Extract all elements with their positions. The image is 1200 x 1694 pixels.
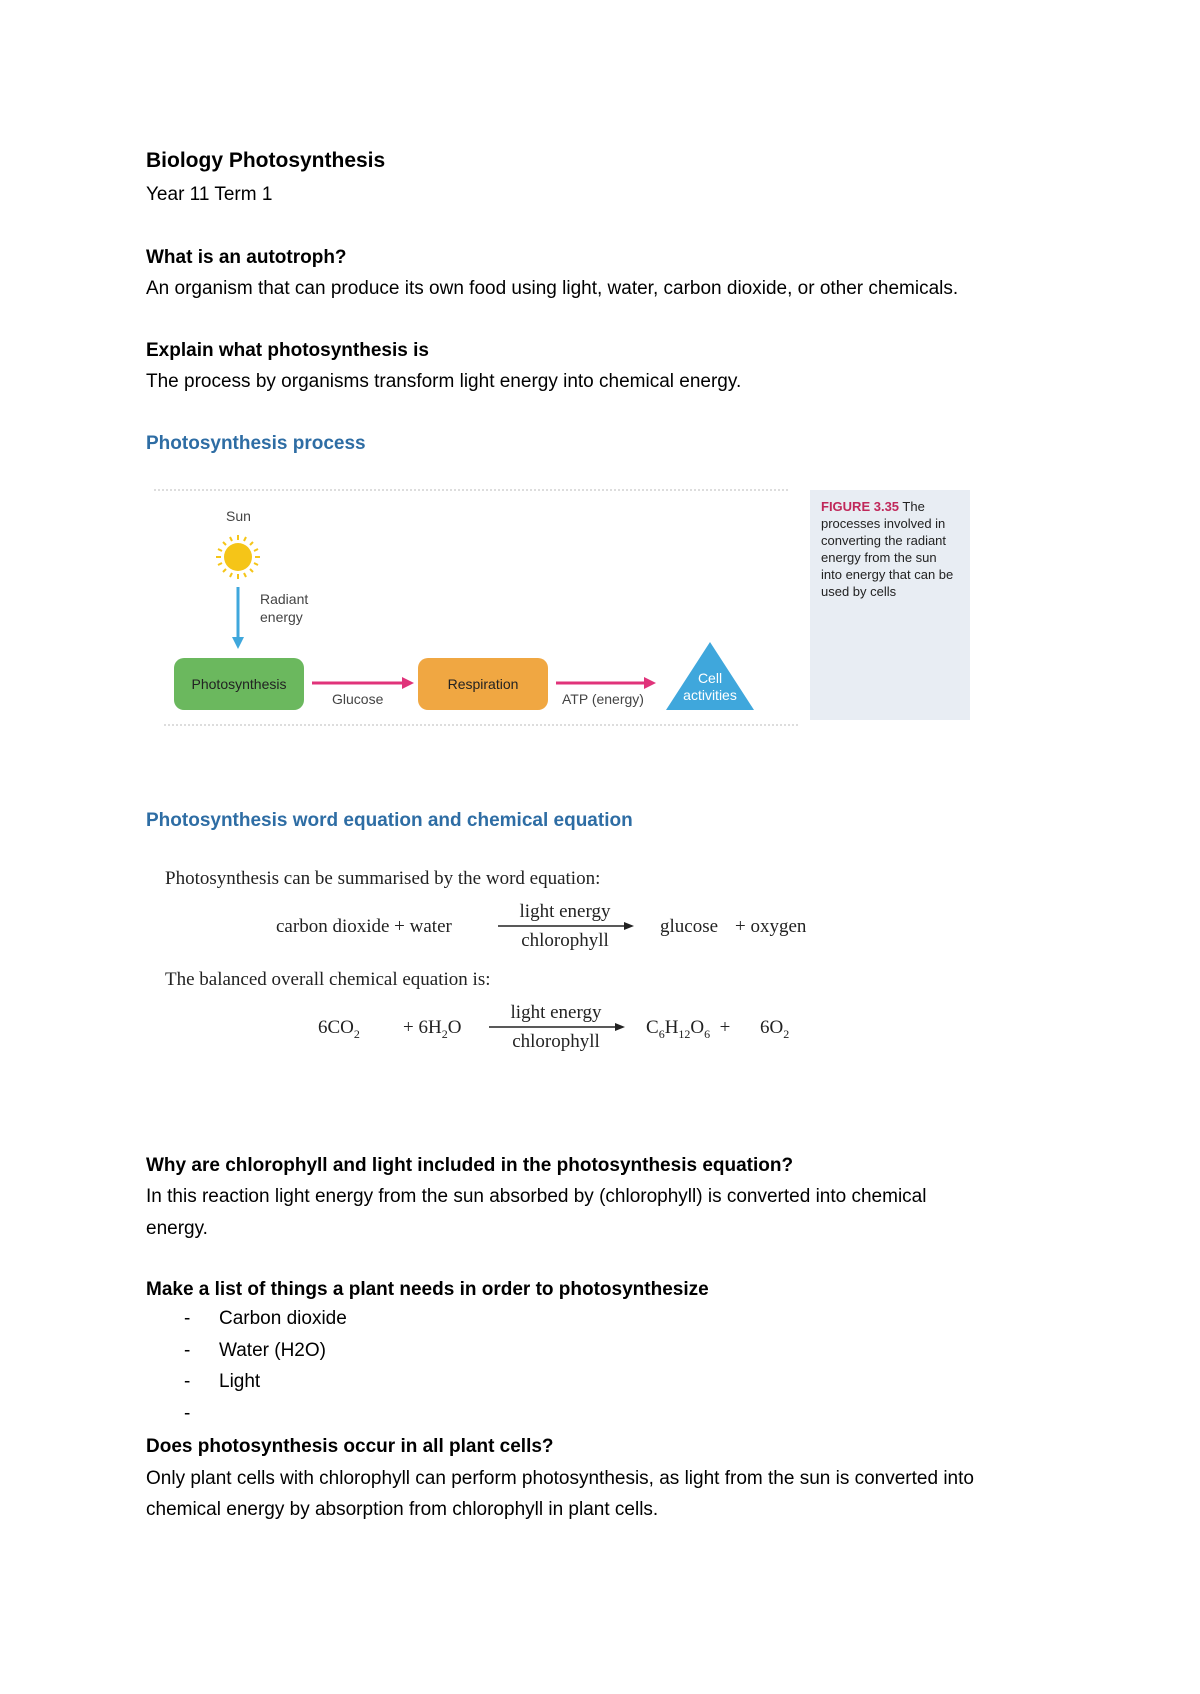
atp-arrow — [556, 677, 656, 689]
sun-icon — [216, 535, 260, 579]
word-equation-right-2: + oxygen — [735, 916, 807, 937]
question-needs: Make a list of things a plant needs in order to photosynthesize — [146, 1279, 709, 1300]
radiant-label-1: Radiant — [260, 591, 309, 607]
radiant-arrow — [232, 587, 244, 649]
page-subtitle: Year 11 Term 1 — [146, 184, 273, 205]
word-equation-left: carbon dioxide + water — [276, 916, 452, 937]
list-item: Water (H2O) — [219, 1340, 326, 1361]
glucose-arrow — [312, 677, 414, 689]
atp-label: ATP (energy) — [562, 691, 644, 707]
chem-reactant-h2o: + $6H_2O$ — [403, 1017, 462, 1041]
answer-all-cells-1: Only plant cells with chlorophyll can perform photosynthesis, as light from the sun is converted into — [146, 1468, 974, 1489]
heading-equation: Photosynthesis word equation and chemical equation — [146, 810, 633, 831]
list-item: Light — [219, 1371, 261, 1392]
chem-arrow-top: light energy — [510, 1002, 602, 1023]
chem-reactant-co2: $6CO_2$ — [318, 1017, 360, 1041]
word-arrow-bottom: chlorophyll — [521, 930, 609, 951]
chem-product-glucose: $C_6H_{12}O_6$ + — [646, 1017, 731, 1041]
chem-equation-intro: The balanced overall chemical equation is: — [165, 969, 491, 990]
word-arrow-top: light energy — [519, 901, 611, 922]
radiant-label-2: energy — [260, 609, 303, 625]
answer-autotroph: An organism that can produce its own food using light, water, carbon dioxide, or other chemicals. — [146, 278, 959, 299]
list-dash: - — [184, 1371, 191, 1392]
word-equation-intro: Photosynthesis can be summarised by the word equation: — [165, 868, 601, 889]
triangle-label-1: Cell — [697, 670, 723, 686]
figure-caption-first-word: The — [902, 499, 925, 514]
word-equation-right-1: glucose — [660, 916, 719, 937]
question-autotroph: What is an autotroph? — [146, 247, 347, 268]
list-item: Carbon dioxide — [219, 1308, 347, 1329]
figure-caption-text: processes involved in converting the radiant energy from the sun into energy that can be used by cells — [821, 516, 954, 599]
figure-caption-label: FIGURE 3.35 — [821, 499, 900, 514]
chem-product-oxygen: $6O_2$ — [760, 1017, 790, 1041]
list-dash: - — [184, 1340, 191, 1361]
sun-label: Sun — [226, 508, 251, 524]
answer-photosynthesis: The process by organisms transform light energy into chemical energy. — [146, 371, 742, 392]
glucose-label: Glucose — [332, 691, 384, 707]
respiration-box-label: Respiration — [447, 676, 519, 692]
list-dash: - — [184, 1403, 191, 1424]
question-chlorophyll: Why are chlorophyll and light included in the photosynthesis equation? — [146, 1155, 794, 1176]
answer-chlorophyll-2: energy. — [146, 1218, 208, 1239]
page-title: Biology Photosynthesis — [146, 149, 386, 172]
figure-caption — [821, 498, 961, 600]
question-photosynthesis: Explain what photosynthesis is — [146, 340, 429, 361]
answer-chlorophyll-1: In this reaction light energy from the sun absorbed by (chlorophyll) is converted into chemical — [146, 1186, 927, 1207]
heading-process: Photosynthesis process — [146, 433, 366, 454]
question-all-cells: Does photosynthesis occur in all plant cells? — [146, 1436, 554, 1457]
chem-arrow-bottom: chlorophyll — [512, 1031, 600, 1052]
triangle-label-2: activities — [683, 687, 737, 703]
list-dash: - — [184, 1308, 191, 1329]
photosynthesis-box-label: Photosynthesis — [191, 676, 287, 692]
answer-all-cells-2: chemical energy by absorption from chlorophyll in plant cells. — [146, 1499, 659, 1520]
